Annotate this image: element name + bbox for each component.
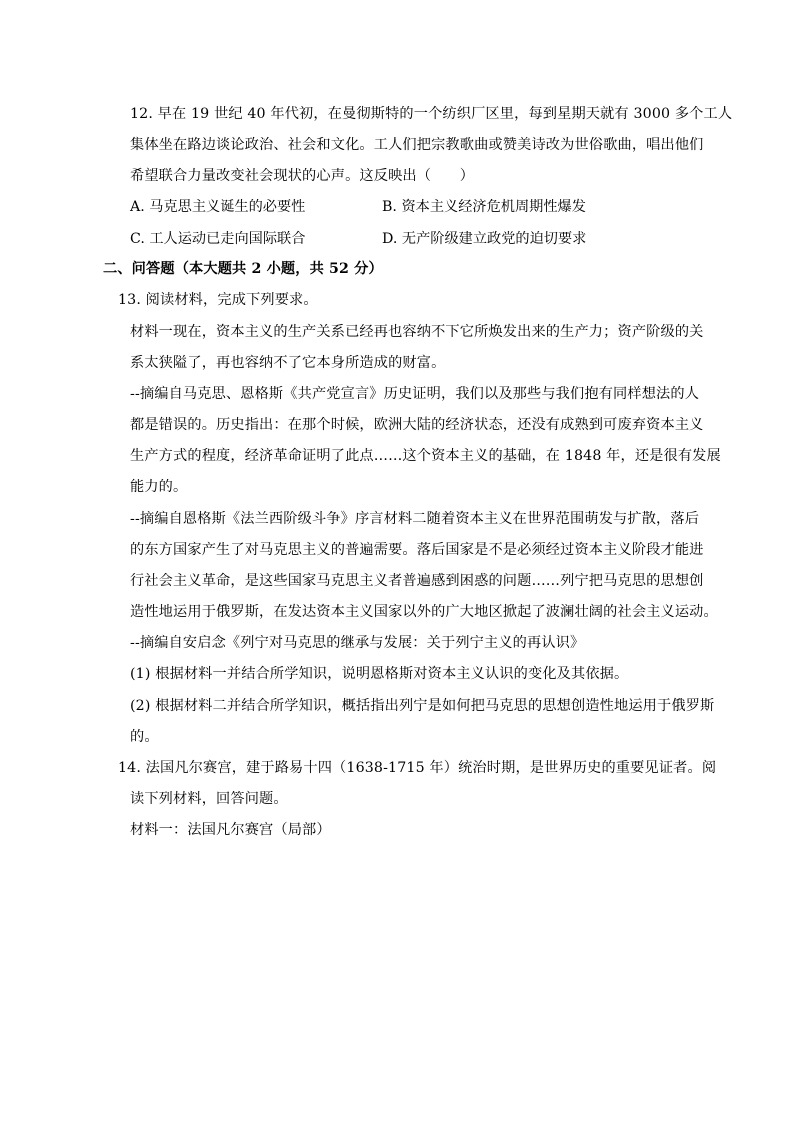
q12-option-d[interactable]: D. 无产阶级建立政党的迫切要求 <box>382 231 587 247</box>
q13-subquestion-1: (1) 根据材料一并结合所学知识，说明恩格斯对资本主义认识的变化及其依据。 <box>130 666 629 682</box>
q12-option-b[interactable]: B. 资本主义经济危机周期性爆发 <box>382 199 586 215</box>
q13-line-1: 13. 阅读材料，完成下列要求。 <box>118 292 318 308</box>
q13-line-8: --摘编自恩格斯《法兰西阶级斗争》序言材料二随着资本主义在世界范围萌发与扩散，落后 <box>130 511 700 527</box>
q13-line-12: --摘编自安启念《列宁对马克思的继承与发展：关于列宁主义的再认识》 <box>130 635 585 651</box>
q12-line-1: 12. 早在 19 世纪 40 年代初，在曼彻斯特的一个纺织厂区里，每到星期天就有 3000 多个工人 <box>130 106 733 122</box>
q13-subquestion-2: (2) 根据材料二并结合所学知识，概括指出列宁是如何把马克思的思想创造性地运用于俄罗斯 <box>130 698 715 714</box>
q12-line-3: 希望联合力量改变社会现状的心声。这反映出（ ） <box>130 168 475 184</box>
q13-line-2: 材料一现在，资本主义的生产关系已经再也容纳不下它所焕发出来的生产力；资产阶级的关 <box>130 324 704 340</box>
q12-option-c[interactable]: C. 工人运动已走向国际联合 <box>130 231 306 247</box>
q14-line-1: 14. 法国凡尔赛宫，建于路易十四（1638-1715 年）统治时期，是世界历史的重要见证者。阅 <box>118 760 717 776</box>
q13-line-10: 行社会主义革命，是这些国家马克思主义者普遍感到困惑的问题……列宁把马克思的思想创 <box>130 573 704 589</box>
q14-line-2: 读下列材料，回答问题。 <box>130 791 288 807</box>
q12-line-2: 集体坐在路边谈论政治、社会和文化。工人们把宗教歌曲或赞美诗改为世俗歌曲，唱出他们 <box>130 137 704 153</box>
q13-line-6: 生产方式的程度，经济革命证明了此点……这个资本主义的基础，在 1848 年，还是很有发展 <box>130 448 721 464</box>
q13-line-11: 造性地运用于俄罗斯，在发达资本主义国家以外的广大地区掀起了波澜壮阔的社会主义运动。 <box>130 604 718 620</box>
q13-line-4: --摘编自马克思、恩格斯《共产党宣言》历史证明，我们以及那些与我们抱有同样想法的人 <box>130 386 700 402</box>
q12-option-a[interactable]: A. 马克思主义诞生的必要性 <box>130 199 306 215</box>
q13-line-9: 的东方国家产生了对马克思主义的普遍需要。落后国家是不是必须经过资本主义阶段才能进 <box>130 542 704 558</box>
section-heading: 二、问答题（本大题共 2 小题，共 52 分） <box>103 261 383 277</box>
q13-line-3: 系太狭隘了，再也容纳不了它本身所造成的财富。 <box>130 355 446 371</box>
q14-material-caption: 材料一：法国凡尔赛宫（局部） <box>130 822 331 838</box>
q13-line-7: 能力的。 <box>130 479 188 495</box>
q13-subquestion-2-end: 的。 <box>130 729 159 745</box>
q13-line-5: 都是错误的。历史指出：在那个时候，欧洲大陆的经济状态，还没有成熟到可废弃资本主义 <box>130 417 704 433</box>
